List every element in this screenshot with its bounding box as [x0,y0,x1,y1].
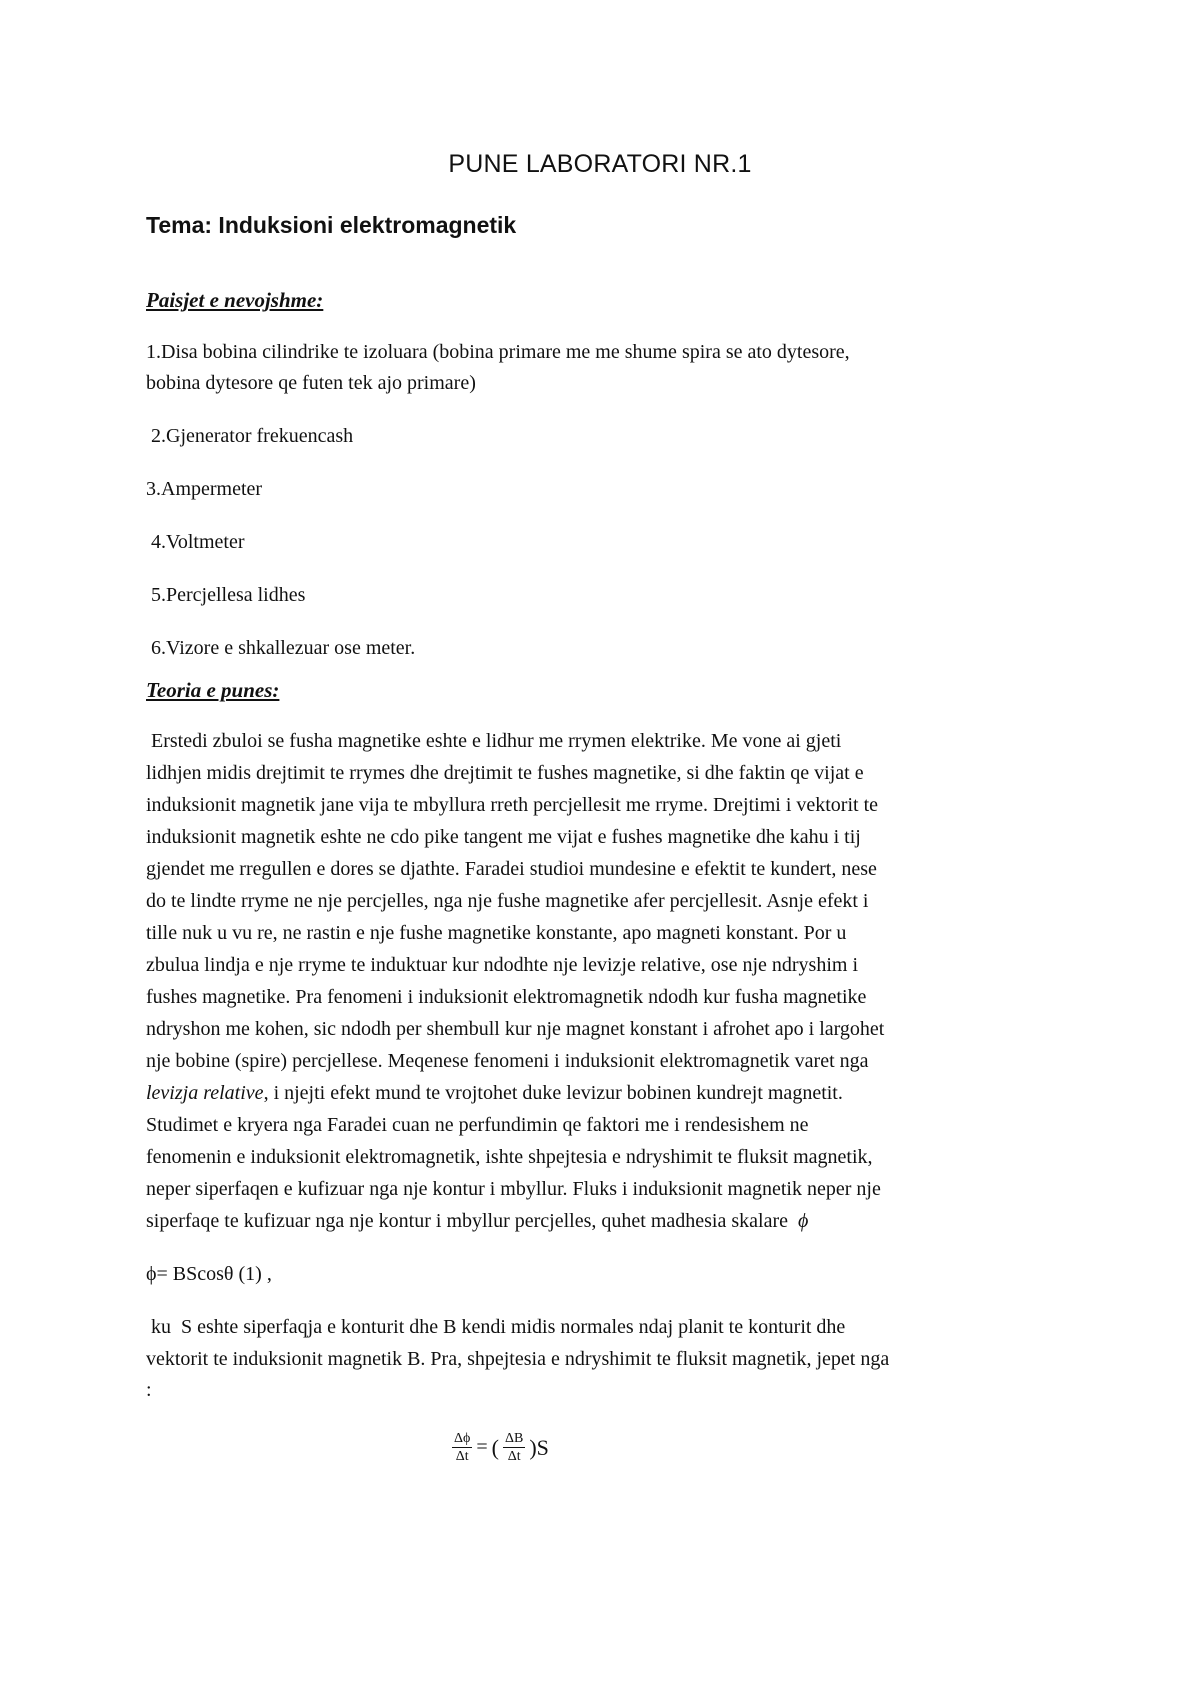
equipment-item: 2.Gjenerator frekuencash [146,425,354,447]
equals-sign: = [476,1436,488,1458]
paragraph-line [146,1205,1051,1237]
paragraph-line: tille nuk u vu re, ne rastin e nje fushe magnetike konstante, apo magneti konstant. Por u [146,922,847,944]
close-paren-s: )S [529,1434,549,1460]
explanation-line: vektorit te induksionit magnetik B. Pra, shpejtesia e ndryshimit te fluksit magnetik, jepet nga [146,1348,890,1370]
fraction-delta-phi-over-delta-t [452,1430,472,1465]
topic-heading: Tema: Induksioni elektromagnetik [146,212,517,238]
paragraph-line: Erstedi zbuloi se fusha magnetike eshte e lidhur me rrymen elektrike. Me vone ai gjeti [146,730,842,752]
open-paren: ( [491,1434,499,1460]
equipment-item: 4.Voltmeter [146,531,245,553]
paragraph-line [146,1077,1051,1109]
paragraph-line: Studimet e kryera nga Faradei cuan ne perfundimin qe faktori me i rendesishem ne [146,1114,809,1136]
paragraph-line: zbulua lindja e nje rryme te induktuar kur ndodhte nje levizje relative, ose nje ndryshim i [146,954,859,976]
paragraph-line-text: siperfaqe te kufizuar nga nje kontur i mbyllur percjelles, quhet madhesia skalare [146,1210,788,1232]
page-title: PUNE LABORATORI NR.1 [448,150,752,178]
paragraph-line: ndryshon me kohen, sic ndodh per shembull kur nje magnet konstant i afrohet apo i largohet [146,1018,885,1040]
explanation-line: ku S eshte siperfaqja e konturit dhe B kendi midis normales ndaj planit te konturit dhe [146,1316,846,1338]
paragraph-line: neper siperfaqen e kufizuar nga nje kontur i mbyllur. Fluks i induksionit magnetik neper nje [146,1178,881,1200]
theory-paragraph [146,725,1051,1237]
emphasis-text: levizja relative [146,1082,264,1104]
paragraph-line: fushes magnetike. Pra fenomeni i induksionit elektromagnetik ndodh kur fusha magnetike [146,986,867,1008]
equipment-item: 5.Percjellesa lidhes [146,584,306,606]
flux-rate-formula [452,1430,549,1465]
equipment-heading: Paisjet e nevojshme: [146,288,324,312]
phi-symbol: ϕ [797,1210,809,1232]
fraction-denominator: Δt [507,1449,521,1464]
equipment-item: 3.Ampermeter [146,478,263,500]
fraction-numerator: ΔB [504,1431,524,1446]
paragraph-line: gjendet me rregullen e dores se djathte. Faradei studioi mundesine e efektit te kundert, nese [146,858,877,880]
equation-1: ϕ= BScosθ (1) , [146,1263,272,1285]
paragraph-line: fenomenin e induksionit elektromagnetik, ishte shpejtesia e ndryshimit te fluksit magnetik, [146,1146,873,1168]
equipment-item: 1.Disa bobina cilindrike te izoluara (bobina primare me me shume spira se ato dytesore, [146,341,850,363]
explanation-line: : [146,1379,152,1401]
equipment-item: 6.Vizore e shkallezuar ose meter. [146,637,416,659]
fraction-numerator: Δϕ [454,1431,471,1446]
fraction-delta-b-over-delta-t [503,1430,525,1465]
paragraph-line-rest: , i njejti efekt mund te vrojtohet duke levizur bobinen kundrejt magnetit. [263,1082,843,1104]
paragraph-line: do te lindte rryme ne nje percjelles, nga nje fushe magnetike afer percjellesit. Asnje efekt i [146,890,869,912]
paragraph-line: induksionit magnetik jane vija te mbyllura rreth percjellesit me rryme. Drejtimi i vektorit te [146,794,879,816]
paragraph-line: nje bobine (spire) percjellese. Meqenese fenomeni i induksionit elektromagnetik varet nga [146,1050,869,1072]
paragraph-line: lidhjen midis drejtimit te rrymes dhe drejtimit te fushes magnetike, si dhe faktin qe vijat e [146,762,864,784]
fraction-denominator: Δt [455,1449,469,1464]
paragraph-line: induksionit magnetik eshte ne cdo pike tangent me vijat e fushes magnetike dhe kahu i tij [146,826,861,848]
theory-heading: Teoria e punes: [146,678,280,702]
equipment-item: bobina dytesore qe futen tek ajo primare) [146,372,476,394]
